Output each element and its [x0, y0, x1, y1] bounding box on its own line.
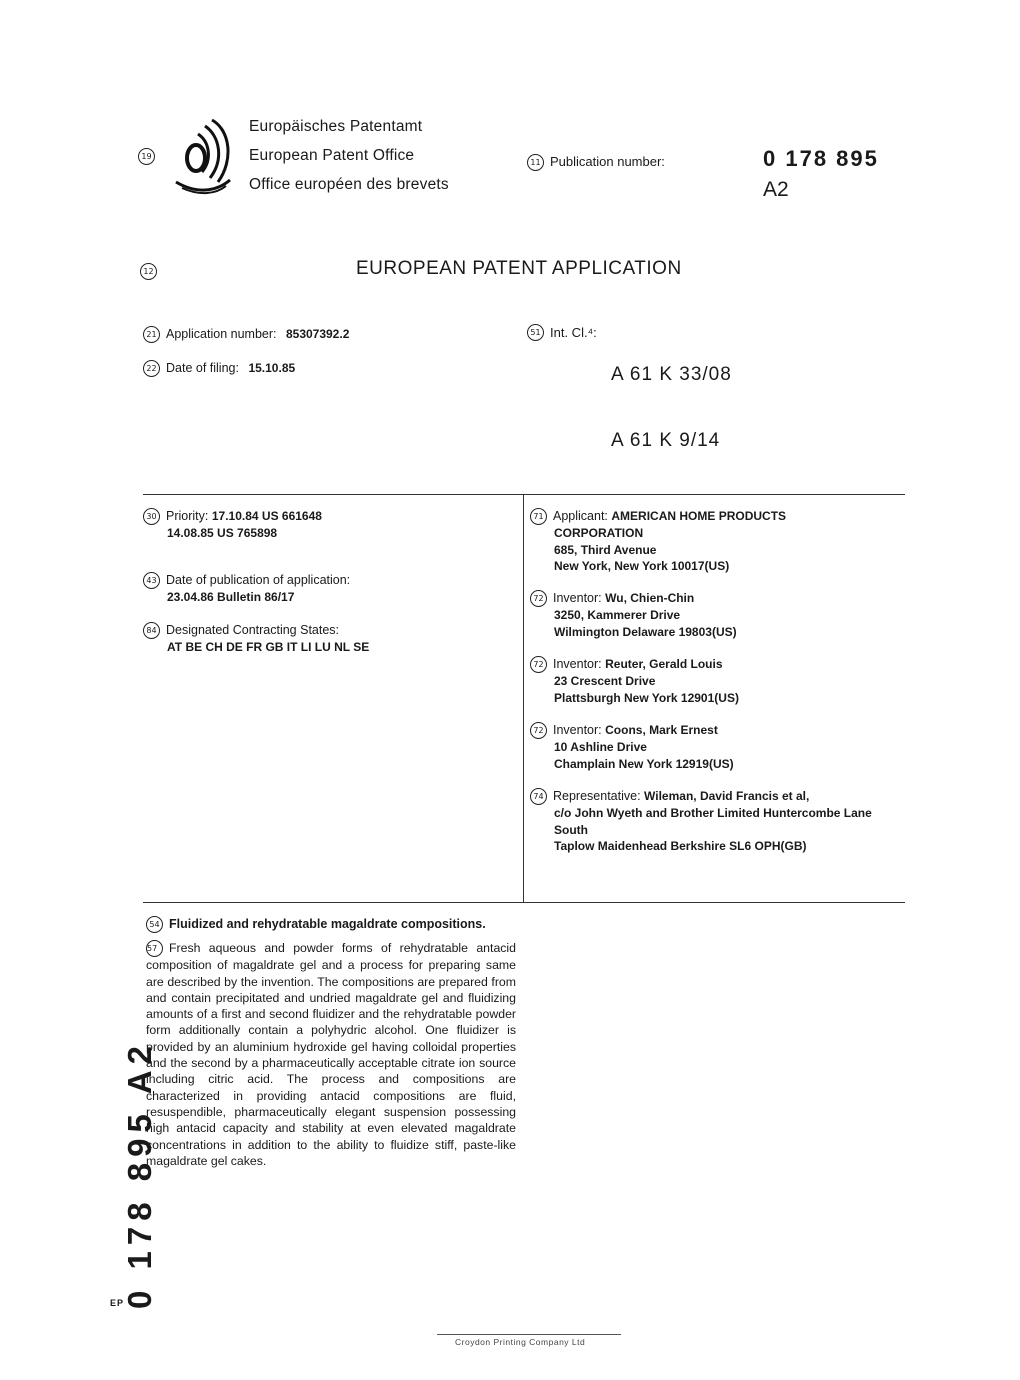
application-number: 21 Application number: 85307392.2: [143, 326, 349, 343]
int-classification: 51 Int. Cl.⁴:: [527, 324, 597, 342]
applicant-field: 71 Applicant: AMERICAN HOME PRODUCTS CORPORATION 685, Third Avenue New York, New York 10017(US): [530, 508, 905, 575]
inid-22-marker: 22: [143, 360, 160, 377]
inid-84-marker: 84: [143, 622, 160, 639]
inid-54-marker: 54: [146, 916, 163, 933]
inid-72-marker: 72: [530, 722, 547, 739]
priority-field: 30 Priority: 17.10.84 US 661648 14.08.85 US 765898: [143, 508, 513, 542]
office-names: [249, 112, 449, 199]
document-type: EUROPEAN PATENT APPLICATION: [356, 258, 682, 279]
inid-72-marker: 72: [530, 656, 547, 673]
box-top-rule: [143, 494, 905, 495]
inid-12-marker: 12: [140, 263, 157, 280]
office-name-en: European Patent Office: [249, 147, 415, 164]
inid-71-marker: 71: [530, 508, 547, 525]
inid-30-marker: 30: [143, 508, 160, 525]
publication-number: 0 178 895: [763, 146, 879, 171]
ep-margin-mark: EP: [110, 1298, 125, 1308]
inid-11-marker: 11: [527, 154, 544, 171]
inid-72-marker: 72: [530, 590, 547, 607]
box-bottom-rule: [143, 902, 905, 903]
publication-number-label: 11 Publication number:: [527, 154, 665, 171]
representative-field: 74 Representative: Wileman, David Francis et al, c/o John Wyeth and Brother Limited Huntercombe Lane South Taplow Maidenhead Berkshire SL6 OPH(GB): [530, 788, 905, 855]
inid-21-marker: 21: [143, 326, 160, 343]
inid-19-marker: 19: [138, 148, 155, 165]
publication-date-field: 43 Date of publication of application: 23.04.86 Bulletin 86/17: [143, 572, 513, 606]
classification-line-1: A 61 K 33/08: [611, 364, 732, 385]
inventor-field-2: 72 Inventor: Reuter, Gerald Louis 23 Crescent Drive Plattsburgh New York 12901(US): [530, 656, 905, 706]
footer-rule: [437, 1334, 621, 1335]
designated-states-field: 84 Designated Contracting States: AT BE CH DE FR GB IT LI LU NL SE: [143, 622, 513, 656]
vertical-publication-number: 0 178 895 A2: [121, 1040, 158, 1309]
classification-codes: [611, 320, 732, 474]
kind-code: A2: [763, 178, 789, 201]
invention-title: 54 Fluidized and rehydratable magaldrate compositions.: [146, 916, 486, 933]
inid-51-marker: 51: [527, 324, 544, 341]
inid-74-marker: 74: [530, 788, 547, 805]
inventor-field-1: 72 Inventor: Wu, Chien-Chin 3250, Kammerer Drive Wilmington Delaware 19803(US): [530, 590, 905, 640]
abstract: 57 Fresh aqueous and powder forms of rehydratable antacid composition of magaldrate gel and a process for preparing same are described by the invention. The compositions are prepared from and contain precipitated and undried magaldrate gel and fluidizing amounts of a first and second fluidizer and the rehydratable powder form additionally contain a polyhydric alcohol. One fluidizer is provided by an aluminium hydroxide gel having colloidal properties and the second by a pharmaceutically acceptable citrate ion source including citric acid. The process and compositions are characterized in providing antacid compositions are fluid, resuspendible, pharmaceutically elegant suspension possessing high antacid capacity and stability at even elevated magaldrate concentrations in addition to the ability to fluidize stiff, paste-like magaldrate gel cakes.: [146, 941, 516, 1168]
classification-line-2: A 61 K 9/14: [611, 430, 721, 451]
printer-credit: Croydon Printing Company Ltd: [455, 1337, 586, 1347]
date-of-filing: 22 Date of filing: 15.10.85: [143, 360, 295, 377]
box-column-divider: [523, 494, 524, 902]
inid-57-marker: 57: [146, 940, 163, 957]
inventor-field-3: 72 Inventor: Coons, Mark Ernest 10 Ashline Drive Champlain New York 12919(US): [530, 722, 905, 772]
epo-logo-icon: [172, 116, 244, 196]
office-name-fr: Office européen des brevets: [249, 176, 449, 193]
inid-43-marker: 43: [143, 572, 160, 589]
office-name-de: Europäisches Patentamt: [249, 118, 423, 135]
